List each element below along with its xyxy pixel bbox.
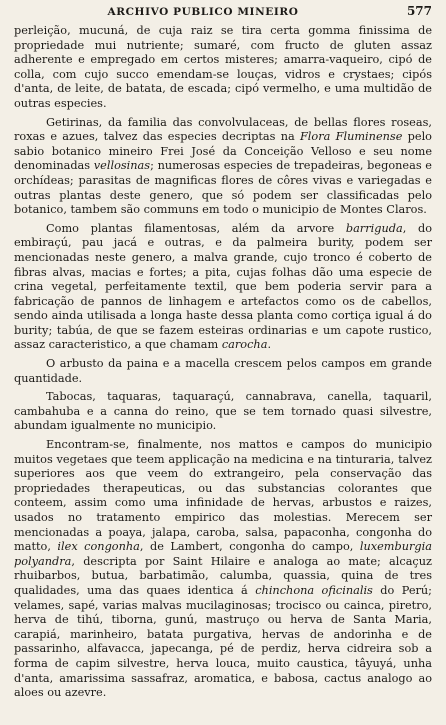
text-run: Encontram-se, finalmente, nos mattos e campos do municipio muitos vegetaes que teem applicação na medicina e na tinturaria, talvez superiores aos que veem do extrangeiro, pela conservação das propriedades therapeuticas, ou das substancias colorantes que conteem, assim como uma infinidade de hervas, arbustos e raizes, usados no tratamento empirico das molestias. Merecem ser mencionadas a poaya, jalapa, caroba, salsa, papaconha, congonha do matto, — [14, 438, 432, 554]
text-run: . — [267, 338, 272, 352]
text-run: , do embiraçú, pau jacá e outras, e da palmeira burity, podem ser mencionadas neste genero, a malva grande, cujo tronco é coberto de fibras alvas, macias e fortes; a pita, cujas folhas dão uma especie de crina vegetal, perfeitamente textil, que bem poderia servir para a fabricação de pannos de linhagem e artefactos como os de cabellos, sendo ainda utilisada a longa haste dessa planta como cortiça igual á do burity; tabúa, de que se fazem esteiras ordinarias e um capote rustico, assaz caracteristico, a que chamam — [14, 221, 432, 352]
text-run: Tabocas, taquaras, taquaraçú, cannabrava, canella, taquaril, cambahuba e a canna do reino, que se tem tornado quasi silvestre, abundam igualmente no municipio. — [14, 390, 432, 433]
paragraph — [14, 24, 432, 112]
body-text — [14, 24, 432, 701]
italic-term: Flora Fluminense — [299, 130, 403, 144]
paragraph — [14, 116, 432, 218]
page-header — [14, 4, 432, 24]
text-run: O arbusto da paina e a macella crescem pelos campos em grande quantidade. — [14, 357, 432, 385]
italic-term: carocha — [221, 338, 268, 352]
text-run: Como plantas filamentosas, além da arvore — [46, 221, 346, 235]
text-run: Getirinas, da familia das convolvulaceas, de bellas flores roseas, roxas e azues, talvez das especies decriptas na — [14, 115, 432, 144]
page-number: 577 — [406, 4, 432, 18]
document-page — [0, 4, 446, 725]
paragraph — [14, 222, 432, 353]
italic-term: barriguda — [345, 221, 403, 235]
italic-term: ilex congonha — [57, 540, 140, 554]
text-run: perleição, mucuná, de cuja raiz se tira certa gomma finissima de propriedade mui nutriente; sumaré, com fructo de gluten assaz adherente e empregado em certos misteres; amarra-vaqueiro, cipó de colla, com cujo succo emendam-se louças, vidros e crystaes; cipós d'anta, de leite, de batata, de escada; cipó vermelho, e uma multidão de outras especies. — [14, 24, 432, 110]
paragraph — [14, 390, 432, 434]
italic-term: luxemburgia polyandra — [14, 540, 432, 568]
text-run: , descripta por Saint Hilaire e analoga ao mate; alcaçuz rhuibarbos, butua, barbatimão, calumba, quassia, quina de tres qualidades, uma das quaes identica á — [14, 554, 432, 597]
text-run: do Perú; velames, sapé, varias malvas mucilaginosas; trocisco ou cainca, piretro, herva de tihú, tiborna, gunú, mastruço ou herva de Santa Maria, carapiá, marinheiro, batata purgativa, hervas de andorinha e de passarinho, alfavacca, japecanga, pé de perdiz, herva cidreira sob a forma de capim silvestre, herva louca, muito caustica, tâyuyá, unha d'anta, amarissima sassafraz, aromatica, e babosa, cactus analogo ao aloes ou azevre. — [14, 583, 432, 700]
text-run: ; numerosas especies de trepadeiras, begoneas e orchídeas; parasitas de magnificas flores de côres vivas e variegadas e outras plantas deste genero, que só podem ser classificadas pelo botanico, tambem são communs em todo o municipio de Montes Claros. — [14, 159, 432, 217]
italic-term: chinchona oficinalis — [255, 583, 373, 597]
paragraph — [14, 438, 432, 701]
running-head: ARCHIVO PUBLICO MINEIRO — [107, 6, 299, 18]
text-run: , de Lambert, congonha do campo, — [139, 540, 360, 554]
italic-term: vellosinas — [93, 159, 151, 173]
text-run: pelo sabio botanico mineiro Frei José da Conceição Velloso e seu nome denominadas — [14, 130, 432, 173]
paragraph — [14, 357, 432, 386]
